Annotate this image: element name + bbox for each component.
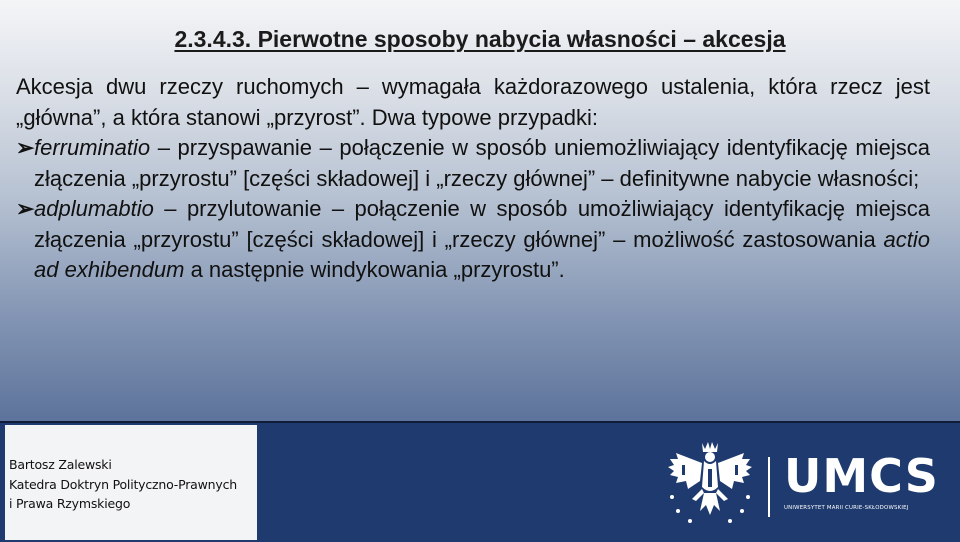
logo-subtext: UNIWERSYTET MARII CURIE-SKŁODOWSKIEJ: [784, 505, 909, 511]
bullet-description-end: a następnie windykowania „przyrostu”.: [184, 257, 565, 282]
bullet-item-ferruminatio: [16, 133, 930, 194]
eagle-emblem-icon: [664, 437, 756, 529]
bullet-item-adplumabtio: [16, 194, 930, 286]
bullet-text: [34, 133, 930, 194]
department-line-2: i Prawa Rzymskiego: [9, 496, 131, 511]
footer-bar: [0, 421, 960, 542]
department-line-1: Katedra Doktryn Polityczno-Prawnych: [9, 476, 237, 492]
bullet-description: – przyspawanie – połączenie w sposób uniemożliwiający identyfikację miejsca złączenia „przyrostu” [części składowej] i „rzeczy głównej” – definitywne nabycie własności;: [34, 135, 930, 191]
author-name: Bartosz Zalewski: [9, 457, 112, 472]
arrow-bullet-icon: ➢: [16, 135, 35, 160]
logo-wordmark: UMCS: [784, 449, 939, 503]
slide-body: [16, 72, 930, 286]
bullet-italic-phrase: actio ad exhibendum: [34, 226, 930, 282]
bullet-description: – przylutowanie – połączenie w sposób umożliwiający identyfikację miejsca złączenia „przyrostu” [części składowej] i „rzeczy głównej” – możliwość zastosowania: [34, 196, 930, 252]
slide-title: 2.3.4.3. Pierwotne sposoby nabycia własności – akcesja: [174, 26, 786, 52]
arrow-bullet-icon: ➢: [16, 196, 35, 221]
author-info-box: [3, 423, 259, 542]
bullet-term: adplumabtio: [34, 196, 154, 221]
bullet-text: [34, 194, 930, 286]
intro-paragraph: Akcesja dwu rzeczy ruchomych – wymagała każdorazowego ustalenia, która rzecz jest „główna”, a która stanowi „przyrost”. Dwa typowe przypadki:: [16, 74, 930, 130]
logo-divider: [768, 457, 770, 517]
umcs-logo: [640, 423, 960, 542]
bullet-term: ferruminatio: [34, 135, 151, 160]
